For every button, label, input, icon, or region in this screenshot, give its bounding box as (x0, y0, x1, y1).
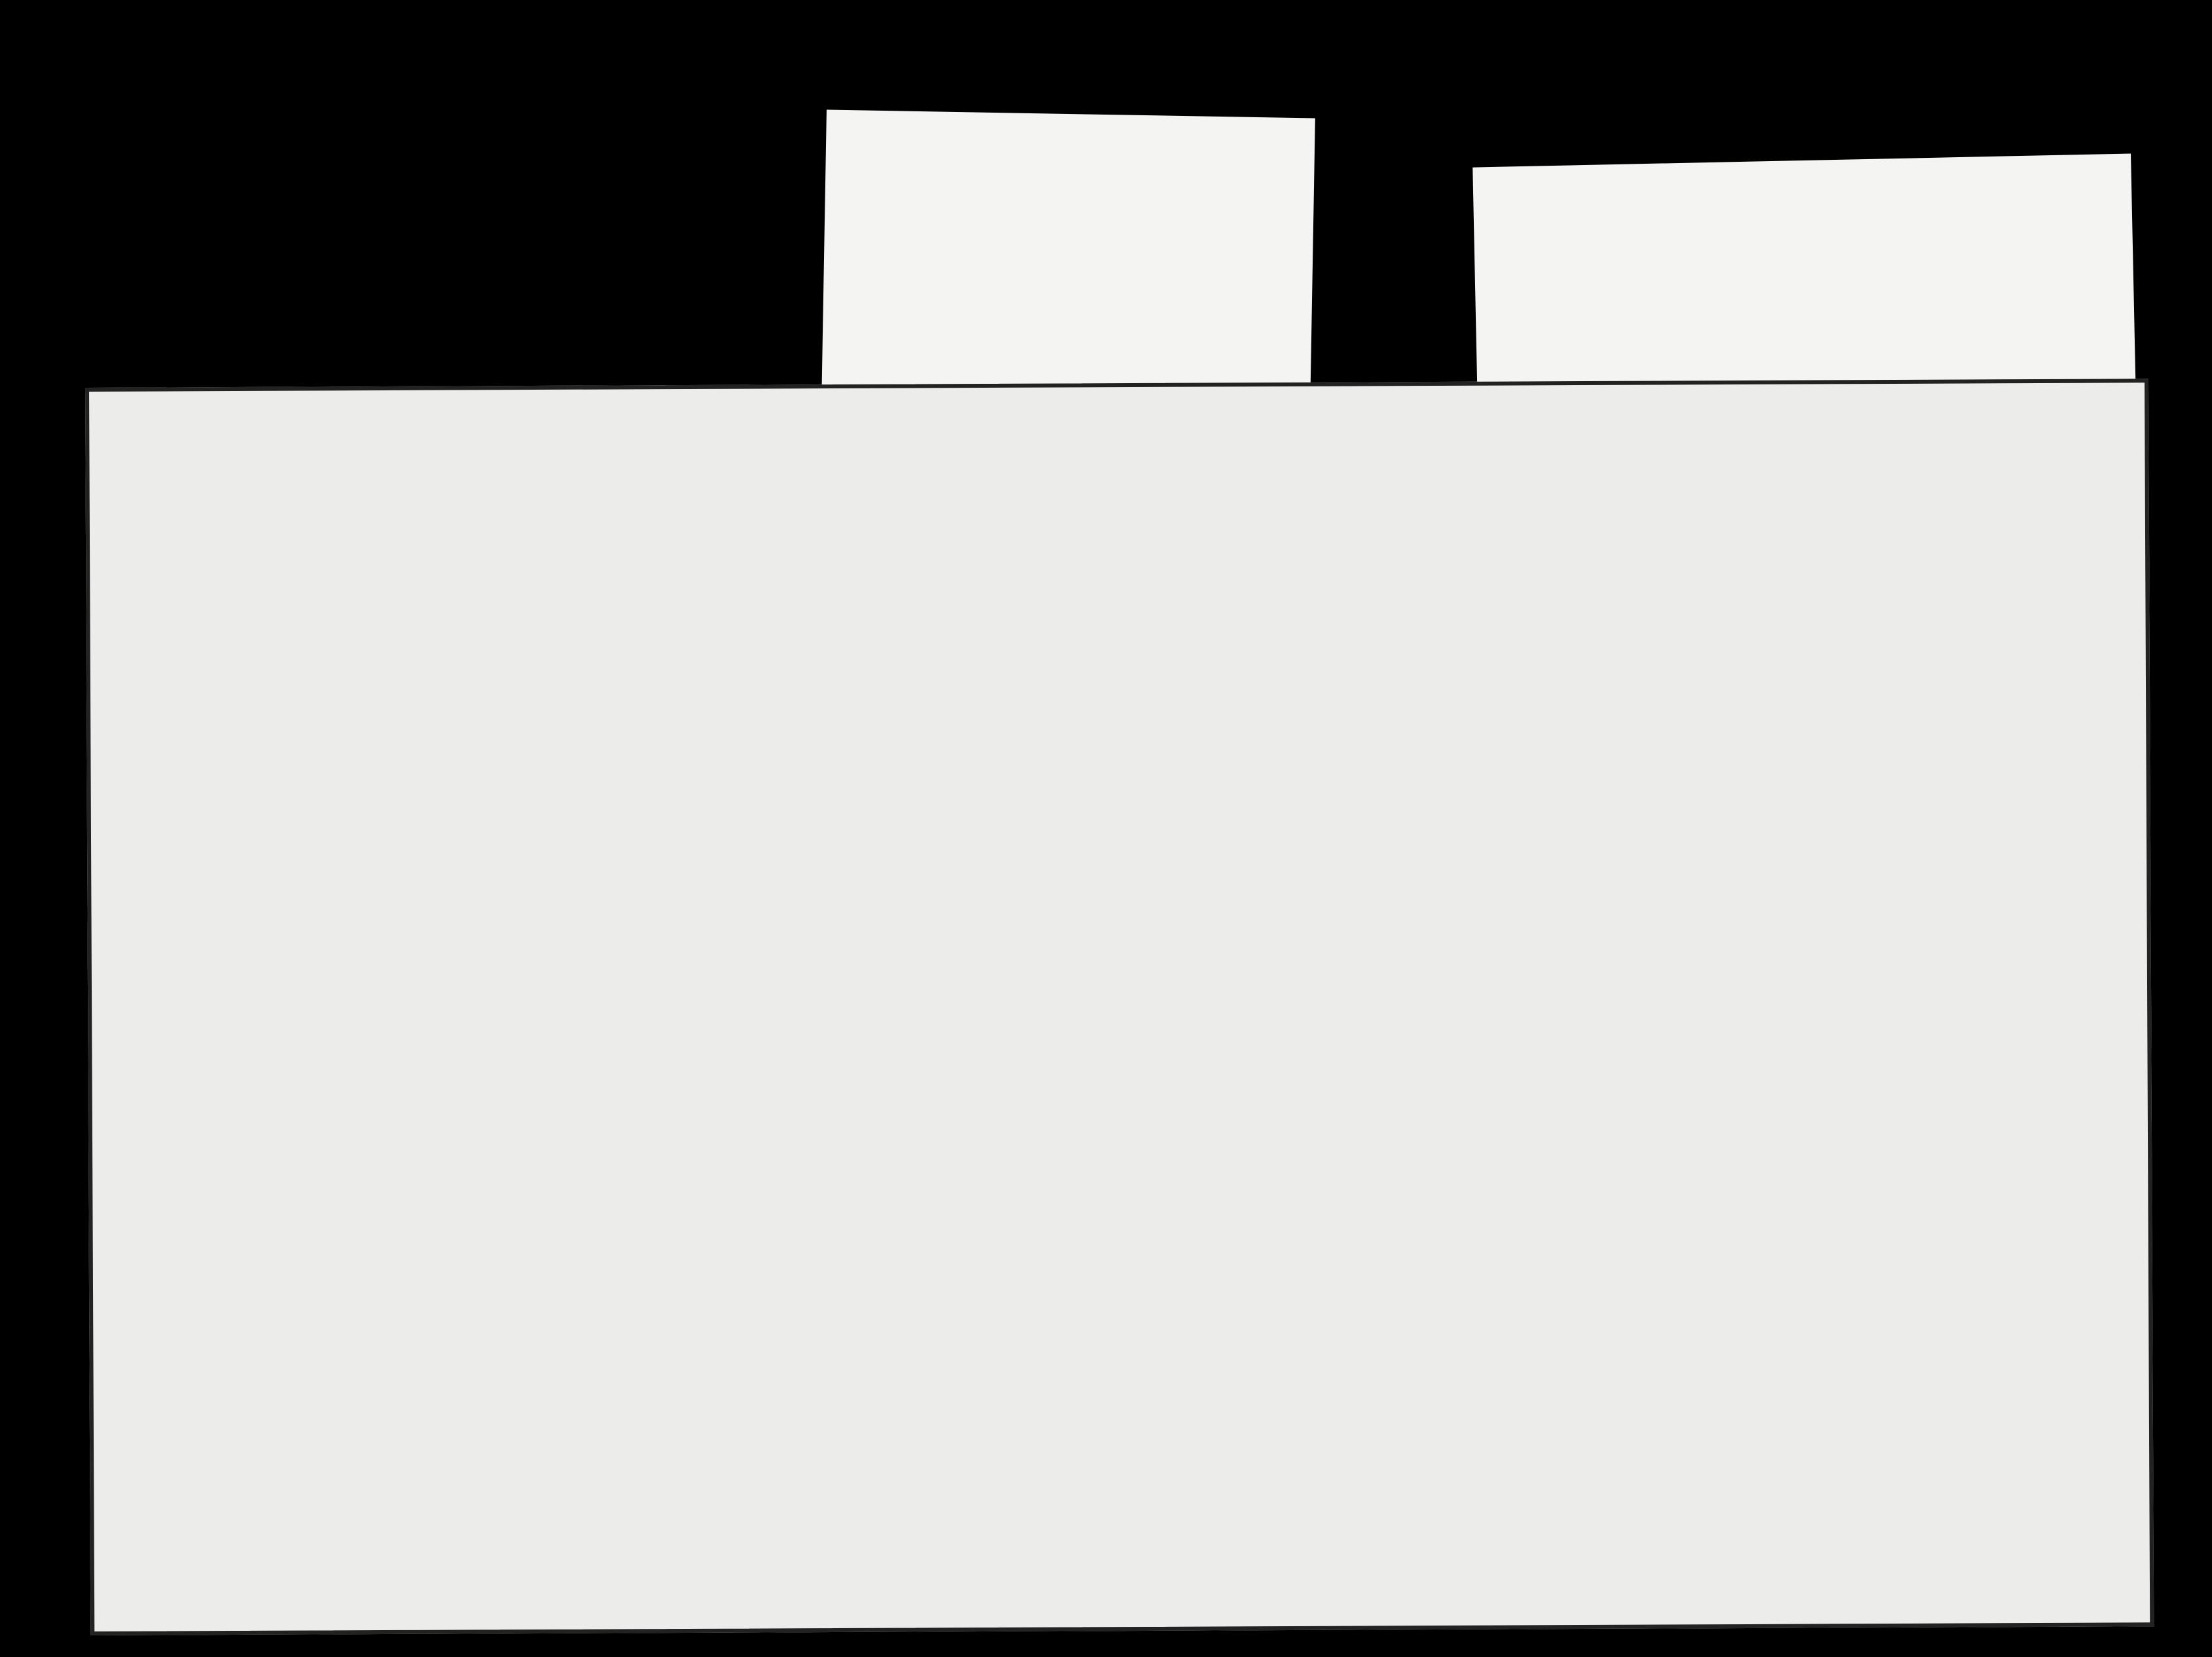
soiled-document-label (1472, 154, 2136, 410)
bottom-section (89, 382, 2145, 392)
label-ru-line1 (825, 187, 1314, 196)
label-ru (1474, 206, 2132, 219)
label-ru-line2 (825, 187, 1314, 196)
middle-section (89, 382, 2145, 392)
label-en (1474, 206, 2132, 219)
census-form-sheet (85, 379, 2154, 1635)
label-en (825, 187, 1314, 196)
top-section (89, 382, 2145, 392)
pencil-writing-label (821, 110, 1315, 412)
